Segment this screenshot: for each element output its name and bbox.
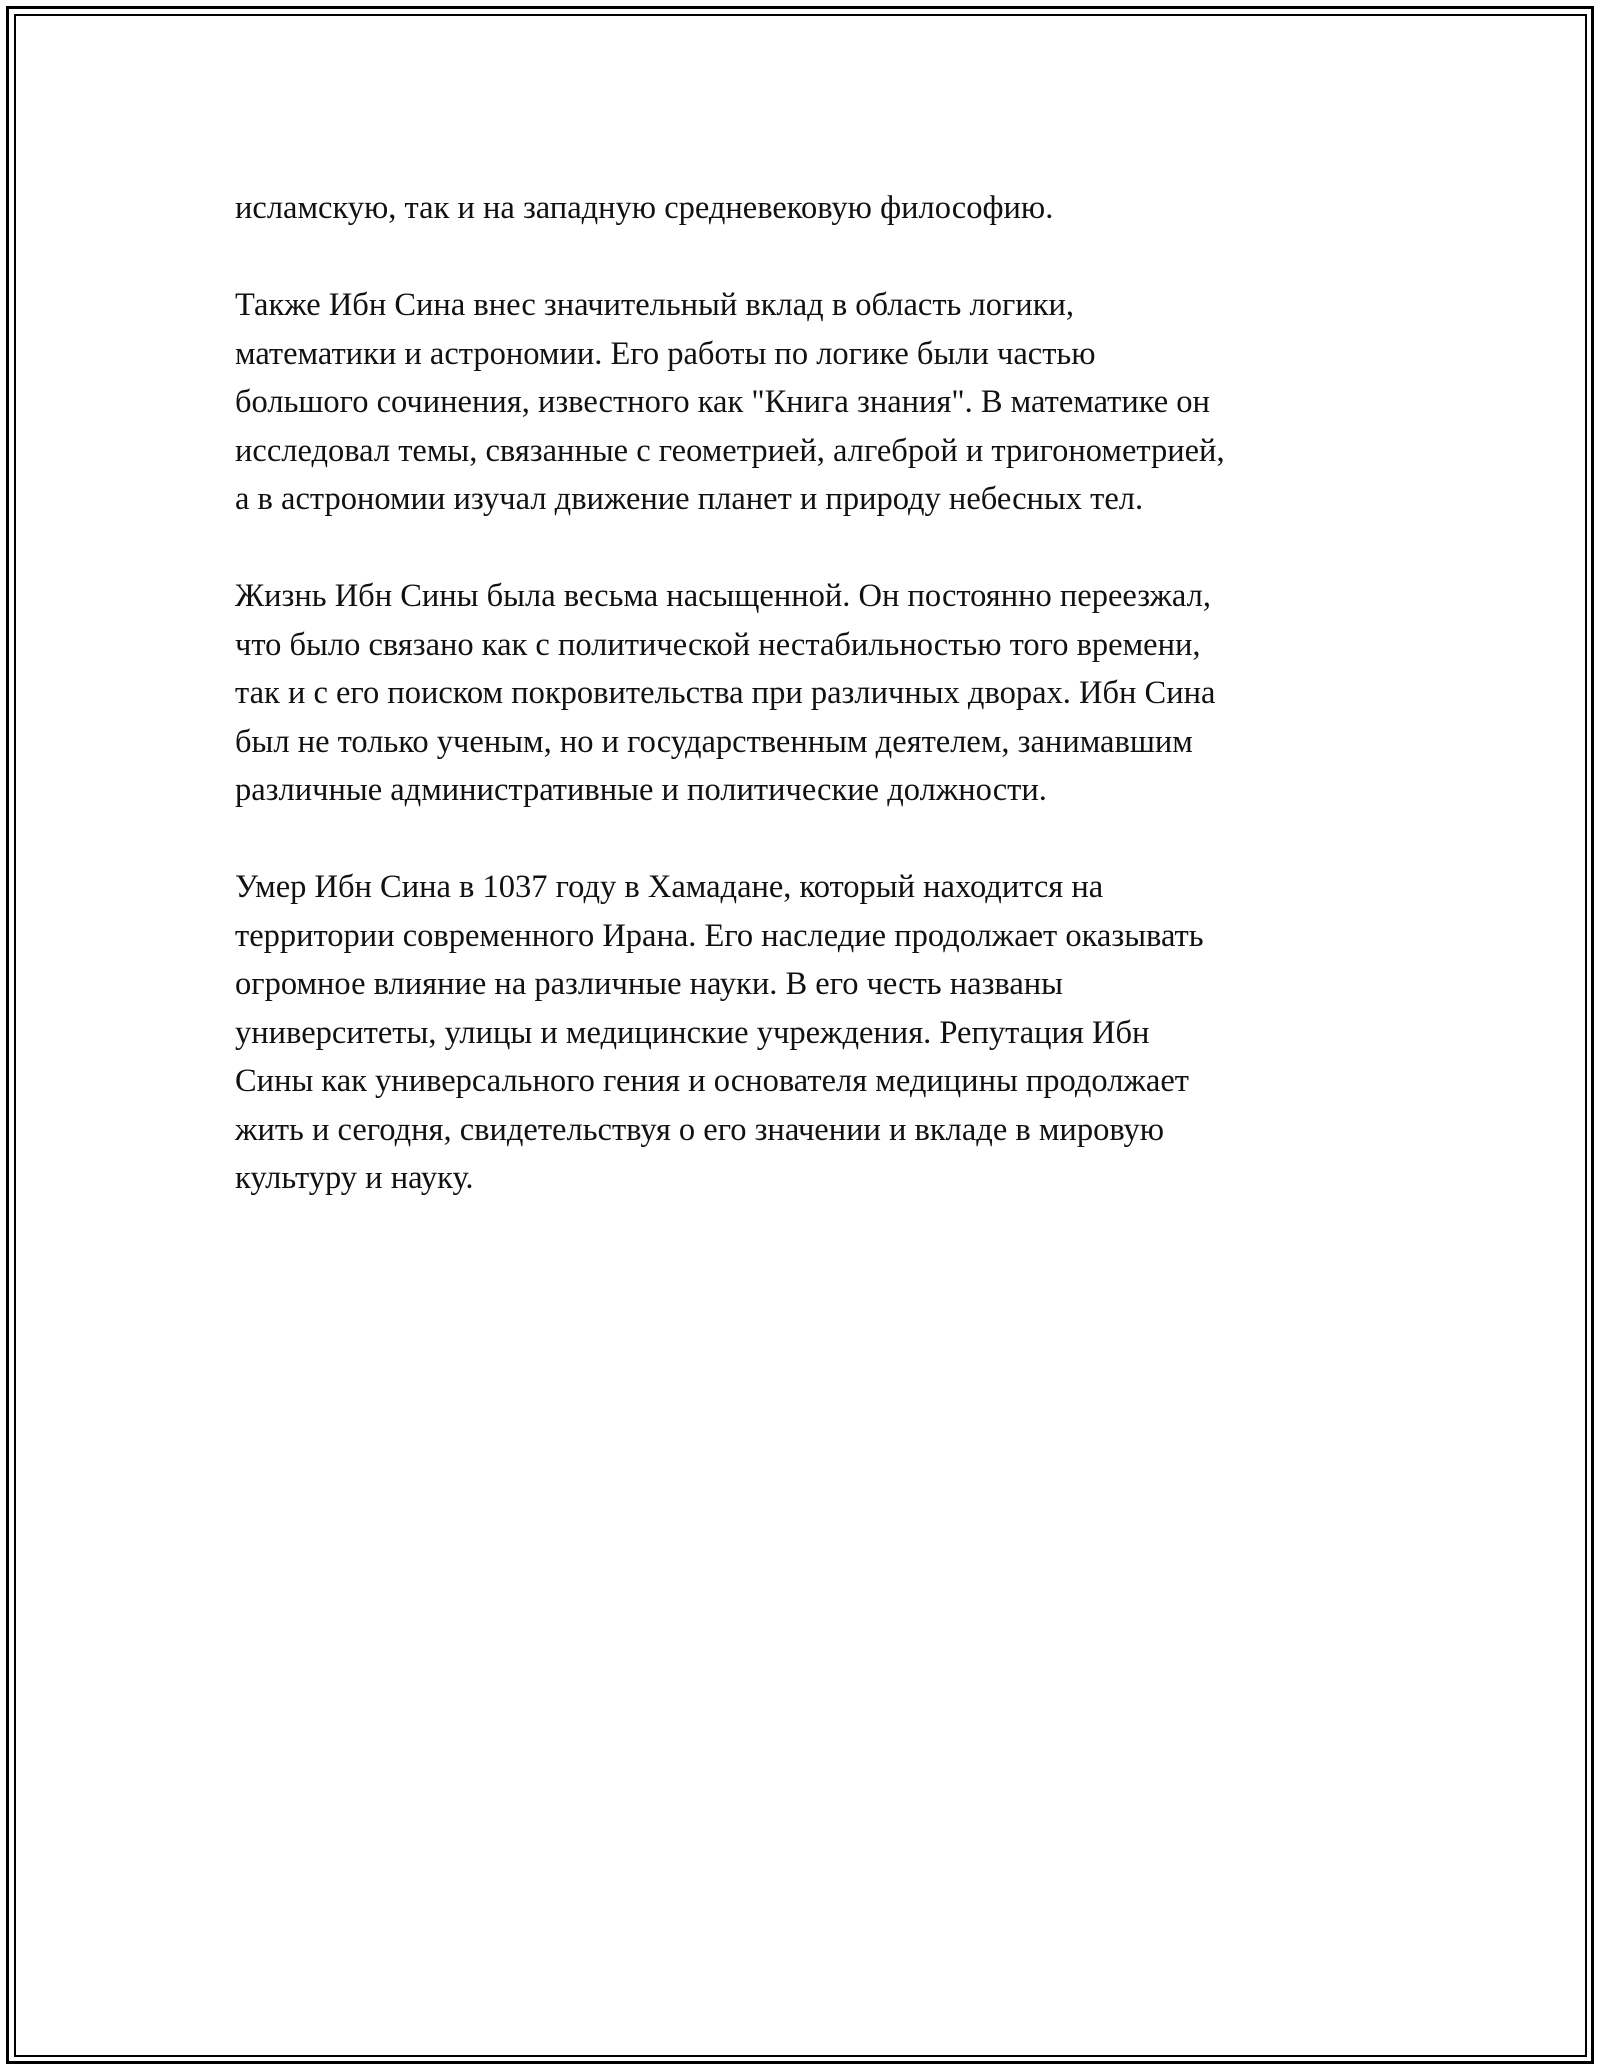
text-line: исследовал темы, связанные с геометрией, алгеброй и тригонометрией, <box>235 432 1225 469</box>
text-line: Умер Ибн Сина в 1037 году в Хамадане, который находится на <box>235 869 1104 905</box>
paragraph-2 <box>235 281 1385 524</box>
text-line: математики и астрономии. Его работы по логике были частью <box>235 335 1096 372</box>
text-line: что было связано как с политической нестабильностью того времени, <box>235 626 1201 663</box>
paragraph-4 <box>235 863 1385 1203</box>
text-line: Жизнь Ибн Сины была весьма насыщенной. Он постоянно переезжал, <box>235 578 1211 614</box>
text-line: а в астрономии изучал движение планет и природу небесных тел. <box>235 481 1144 517</box>
text-line: так и с его поиском покровительства при различных дворах. Ибн Сина <box>235 675 1216 711</box>
text-line: огромное влияние на различные науки. В его честь названы <box>235 966 1063 1002</box>
text-line: Также Ибн Сина внес значительный вклад в область логики, <box>235 287 1075 323</box>
text-line: Сины как универсального гения и основателя медицины продолжает <box>235 1063 1189 1099</box>
document-body <box>235 184 1385 1251</box>
text-line: культуру и науку. <box>235 1160 474 1196</box>
paragraph-1 <box>235 184 1385 233</box>
text-line: был не только ученым, но и государственным деятелем, занимавшим <box>235 723 1193 760</box>
text-line: исламскую, так и на западную средневековую философию. <box>235 190 1054 226</box>
paragraph-3 <box>235 572 1385 815</box>
text-line: территории современного Ирана. Его наследие продолжает оказывать <box>235 917 1204 954</box>
text-line: различные административные и политические должности. <box>235 772 1047 808</box>
text-line: жить и сегодня, свидетельствуя о его значении и вкладе в мировую <box>235 1111 1165 1148</box>
text-line: большого сочинения, известного как "Книга знания". В математике он <box>235 384 1210 420</box>
text-line: университеты, улицы и медицинские учреждения. Репутация Ибн <box>235 1014 1150 1051</box>
